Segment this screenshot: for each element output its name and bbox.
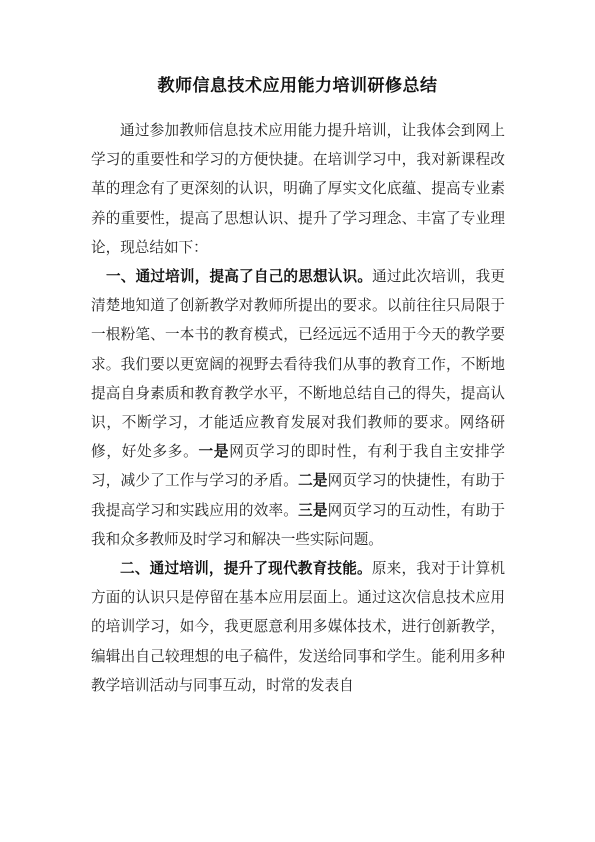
intro-text: 通过参加教师信息技术应用能力提升培训，让我体会到网上学习的重要性和学习的方便快捷。在培训学习中，我对新课程改革的理念有了更深刻的认识，明确了厚实文化底蕴、提高专业素养的重要性，提高了思想认识、提升了学习理念、丰富了专业理论，现总结如下： — [91, 122, 505, 256]
section-1-text: 通过此次培训，我更清楚地知道了创新教学对教师所提出的要求。以前往往只局限于一根粉笔、一本书的教育模式，已经远远不适用于今天的教学要求。我们要以更宽阔的视野去看待我们从事的教育工作，不断地提高自身素质和教育教学水平，不断地总结自己的得失，提高认识，不断学习，才能适应教育发展对我们教师的要求。网络研修，好处多多。 — [91, 268, 505, 461]
section-2-paragraph — [91, 554, 505, 700]
intro-paragraph — [91, 116, 505, 262]
section-2-text: 原来，我对于计算机方面的认识只是停留在基本应用层面上。通过这次信息技术应用的培训学习，如今，我更愿意利用多媒体技术，进行创新教学，编辑出自己较理想的电子稿件，发送给同事和学生。能利用多种教学培训活动与同事互动，时常的发表自 — [91, 560, 505, 694]
section-1-paragraph — [91, 262, 505, 554]
point-2-label: 二是 — [298, 472, 328, 490]
point-1-label: 一是 — [198, 443, 230, 461]
point-2-text: 网页学习的快捷性，有助于我提高学习和实践应用的效率。 — [91, 472, 505, 519]
point-3-label: 三是 — [298, 501, 328, 519]
document-body — [91, 116, 505, 700]
point-1-text: 网页学习的即时性，有利于我自主安排学习，减少了工作与学习的矛盾。 — [91, 443, 505, 490]
section-2-heading: 二、通过培训，提升了现代教育技能。 — [120, 560, 372, 578]
document-title: 教师信息技术应用能力培训研修总结 — [157, 76, 438, 96]
point-3-text: 网页学习的互动性，有助于我和众多教师及时学习和解决一些实际问题。 — [91, 501, 505, 548]
section-1-heading: 一、通过培训，提高了自己的思想认识。 — [106, 268, 373, 286]
